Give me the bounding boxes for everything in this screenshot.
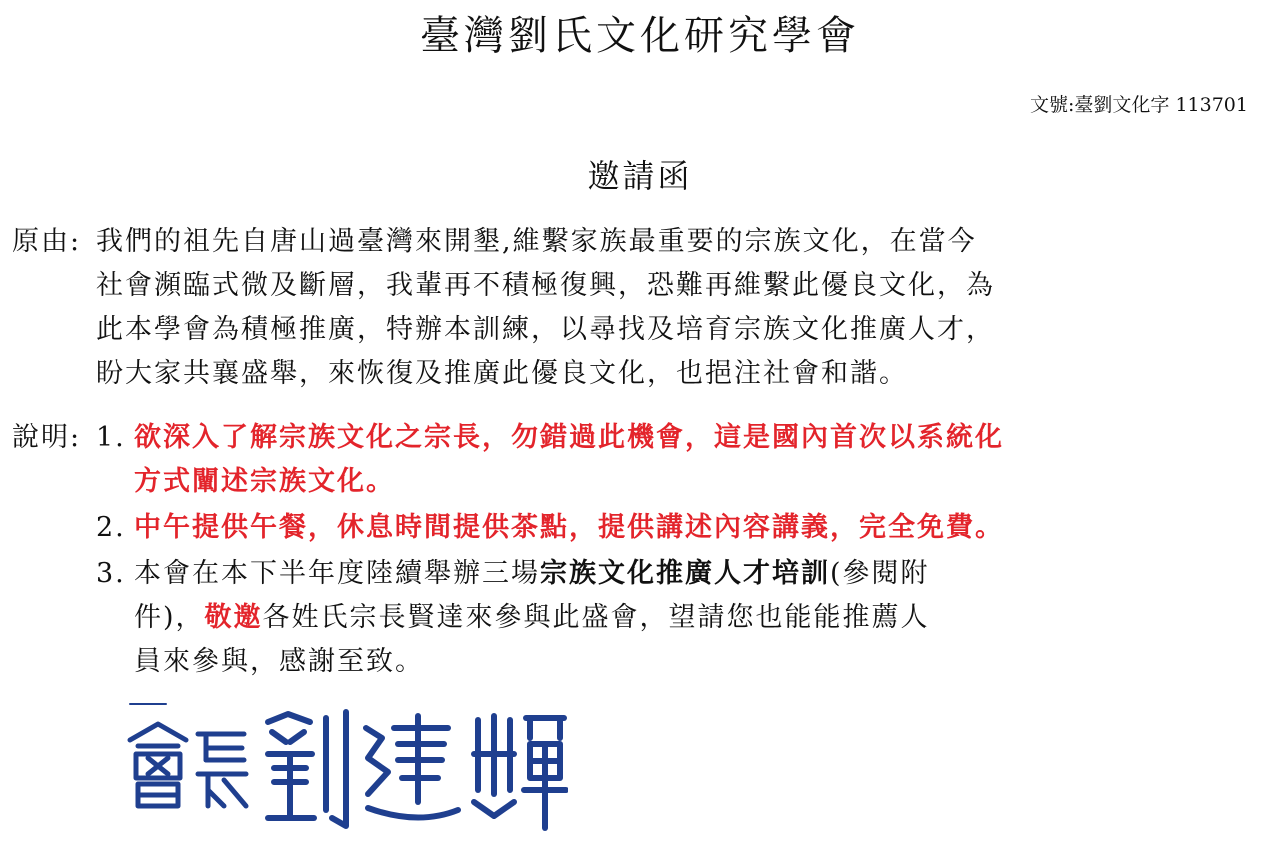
item-3-line [134,598,930,638]
seal-glyph-zhang [198,734,246,806]
organization-title: 臺灣劉氏文化研究學會 [420,13,860,59]
invitation-highlight: 敬邀 [204,602,263,633]
seal-glyph-jian [366,716,458,818]
chairman-seal-stamp [118,698,568,832]
item-1-number: 1. [96,422,126,453]
seal-glyph-hui2 [474,716,566,828]
letter-title: 邀請函 [587,157,693,195]
reason-line: 社會瀕臨式微及斷層，我輩再不積極復興，恐難再維繫此優良文化，為 [96,270,995,301]
item-1-line: 方式闡述宗族文化。 [134,466,395,497]
item-2-line: 中午提供午餐，休息時間提供茶點，提供講述內容講義，完全免費。 [134,512,1004,543]
item-2-number: 2. [96,512,126,543]
seal-glyph-hui [130,724,186,806]
seal-glyph-liu [268,712,346,826]
reason-line: 此本學會為積極推廣，特辦本訓練，以尋找及培育宗族文化推廣人才， [96,314,995,345]
item-1-line: 欲深入了解宗族文化之宗長，勿錯過此機會，這是國內首次以系統化 [134,422,1004,453]
item-3-text: (參閱附 [830,558,930,589]
item-3-line: 員來參與，感謝至致。 [134,646,424,677]
item-3-number: 3. [96,558,126,589]
explanation-label: 說明: [12,422,82,453]
seal-strokes [130,704,566,828]
item-3-text: 件)， [134,602,205,633]
item-3-line [134,554,930,594]
reason-line: 我們的祖先自唐山過臺灣來開墾,維繫家族最重要的宗族文化，在當今 [96,226,977,257]
training-name: 宗族文化推廣人才培訓 [540,558,830,589]
reason-line: 盼大家共襄盛舉，來恢復及推廣此優良文化，也挹注社會和諧。 [96,358,908,389]
reason-label: 原由: [12,226,82,257]
document-number: 文號:臺劉文化字 113701 [1030,94,1248,116]
item-3-text: 本會在本下半年度陸續舉辦三場 [134,558,540,589]
item-3-text: 各姓氏宗長賢達來參與此盛會，望請您也能能推薦人 [262,602,930,633]
